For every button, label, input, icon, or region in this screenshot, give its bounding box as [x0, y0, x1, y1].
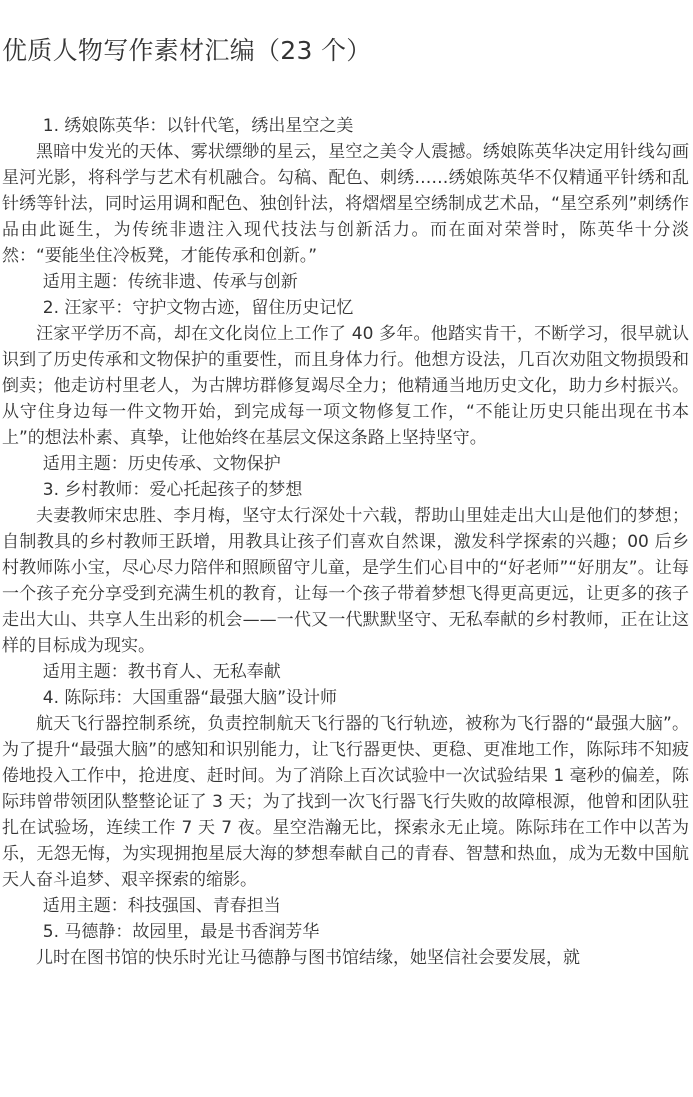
item-heading: 3. 乡村教师：爱心托起孩子的梦想 — [42, 480, 303, 500]
material-item-4 — [2, 685, 689, 919]
material-item-2 — [2, 295, 689, 477]
item-heading: 5. 马德静：故园里，最是书香润芳华 — [42, 922, 320, 942]
item-theme: 适用主题：教书育人、无私奉献 — [42, 662, 281, 682]
item-body: 航天飞行器控制系统，负责控制航天飞行器的飞行轨迹，被称为飞行器的“最强大脑”。为了提升“最强大脑”的感知和识别能力，让飞行器更快、更稳、更准地工作，陈际玮不知疲倦地投入工作中，抢进度、赶时间。为了消除上百次试验中一次试验结果 1 毫秒的偏差，陈际玮曾带领团队整整论证了 3 天；为了找到一次飞行器飞行失败的故障根源，他曾和团队驻扎在试验场，连续工作 7 天 7 夜。星空浩瀚无比，探索永无止境。陈际玮在工作中以苦为乐，无怨无悔，为实现拥抱星辰大海的梦想奉献自己的青春、智慧和热血，成为无数中国航天人奋斗追梦、艰辛探索的缩影。 — [2, 714, 689, 890]
material-item-1 — [2, 113, 689, 295]
item-body: 夫妻教师宋忠胜、李月梅，坚守太行深处十六载，帮助山里娃走出大山是他们的梦想；自制教具的乡村教师王跃增，用教具让孩子们喜欢自然课，激发科学探索的兴趣；00 后乡村教师陈小宝，尽心尽力陪伴和照顾留守儿童，是学生们心目中的“好老师”“好朋友”。让每一个孩子充分享受到充满生机的教育，让每一个孩子带着梦想飞得更高更远，让更多的孩子走出大山、共享人生出彩的机会——一代又一代默默坚守、无私奉献的乡村教师，正在让这样的目标成为现实。 — [2, 506, 689, 656]
material-item-5 — [2, 919, 689, 971]
item-theme: 适用主题：历史传承、文物保护 — [42, 454, 281, 474]
item-heading: 4. 陈际玮：大国重器“最强大脑”设计师 — [42, 688, 338, 708]
item-body: 黑暗中发光的天体、雾状缥缈的星云，星空之美令人震撼。绣娘陈英华决定用针线勾画星河光影，将科学与艺术有机融合。勾稿、配色、刺绣……绣娘陈英华不仅精通平针绣和乱针绣等针法，同时运用调和配色、独创针法，将熠熠星空绣制成艺术品，“星空系列”刺绣作品由此诞生，为传统非遗注入现代技法与创新活力。而在面对荣誉时，陈英华十分淡然：“要能坐住冷板凳，才能传承和创新。” — [2, 142, 689, 266]
item-heading: 2. 汪家平：守护文物古迹，留住历史记忆 — [42, 298, 354, 318]
item-heading: 1. 绣娘陈英华：以针代笔，绣出星空之美 — [42, 116, 354, 136]
item-theme: 适用主题：科技强国、青春担当 — [42, 896, 281, 916]
item-body: 汪家平学历不高，却在文化岗位上工作了 40 多年。他踏实肯干，不断学习，很早就认识到了历史传承和文物保护的重要性，而且身体力行。他想方设法，几百次劝阻文物损毁和倒卖；他走访村里老人，为古牌坊群修复竭尽全力；他精通当地历史文化，助力乡村振兴。从守住身边每一件文物开始，到完成每一项文物修复工作，“不能让历史只能出现在书本上”的想法朴素、真挚，让他始终在基层文保这条路上坚持坚守。 — [2, 324, 689, 448]
item-body: 儿时在图书馆的快乐时光让马德静与图书馆结缘，她坚信社会要发展，就 — [36, 948, 580, 968]
page-title: 优质人物写作素材汇编（23 个） — [2, 36, 372, 65]
material-item-3 — [2, 477, 689, 685]
item-theme: 适用主题：传统非遗、传承与创新 — [42, 272, 298, 292]
article-body — [2, 113, 689, 971]
